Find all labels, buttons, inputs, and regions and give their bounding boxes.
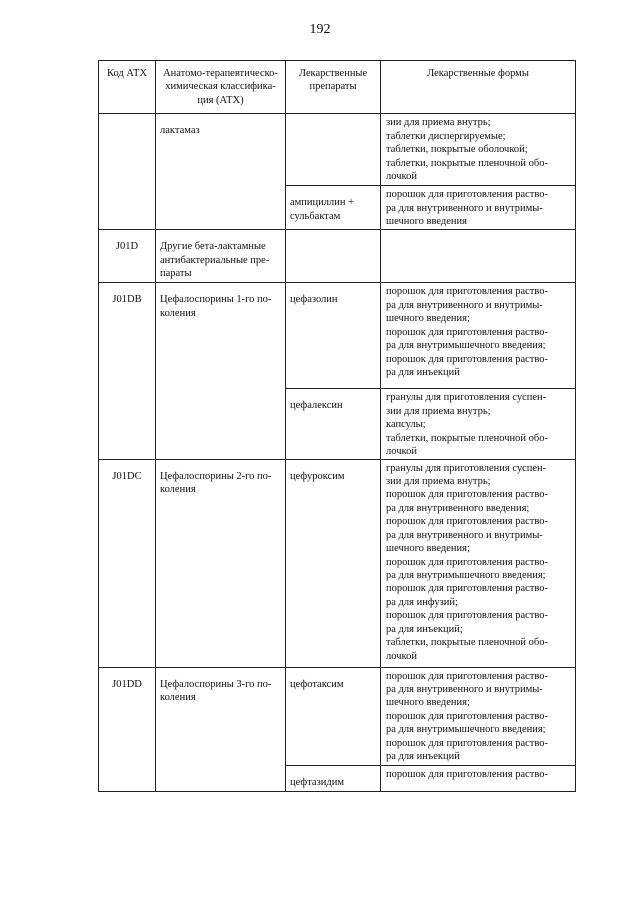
dosage-form-line: ра для внутримышечного введения;: [386, 724, 546, 736]
classification-line: Цефалоспорины 3-го по-: [160, 678, 272, 690]
dosage-form-line: лочкой: [386, 650, 417, 662]
classification-line: Цефалоспорины 1-го по-: [160, 294, 272, 306]
classification-cell: [156, 459, 286, 667]
dosage-form-line: зии для приема внутрь;: [386, 117, 491, 129]
dosage-forms-cell: [381, 459, 576, 667]
drug-cell: [286, 389, 381, 459]
header-classification: Анатомо-терапевтическо- химическая классифика- ция (АТХ): [156, 61, 286, 114]
classification-line: антибактериальные пре-: [160, 254, 270, 266]
table-row: [99, 230, 576, 283]
dosage-forms-cell: [381, 230, 576, 283]
dosage-form-line: ра для инъекций: [386, 751, 460, 763]
drug-cell: [286, 230, 381, 283]
dosage-form-line: ра для внутривенного и внутримы-: [386, 202, 543, 214]
dosage-form-line: порошок для приготовления раство-: [386, 353, 549, 365]
dosage-form-line: гранулы для приготовления суспен-: [386, 462, 547, 474]
dosage-form-line: ра для инфузий;: [386, 596, 458, 608]
drug-line: цефазолин: [290, 294, 338, 306]
dosage-form-line: шечного введения;: [386, 697, 470, 709]
dosage-form-line: шечного введения;: [386, 313, 470, 325]
dosage-form-line: порошок для приготовления раство-: [386, 516, 549, 528]
drug-cell: [286, 114, 381, 186]
table-row: [99, 283, 576, 389]
dosage-form-line: ра для внутримышечного введения;: [386, 570, 546, 581]
header-code: Код АТХ: [99, 61, 156, 114]
dosage-form-line: порошок для приготовления раство-: [386, 326, 549, 338]
dosage-form-line: порошок для приготовления раство-: [386, 189, 549, 201]
classification-cell: [156, 667, 286, 791]
dosage-form-line: таблетки, покрытые пленочной обо-: [386, 637, 548, 649]
atx-code-cell: J01D: [99, 230, 156, 283]
dosage-form-line: ра для внутримышечного введения;: [386, 340, 546, 352]
classification-cell: [156, 283, 286, 459]
dosage-form-line: ра для внутривенного и внутримы-: [386, 683, 543, 695]
atx-table: [98, 60, 576, 792]
classification-line: параты: [160, 268, 192, 280]
classification-cell: [156, 230, 286, 283]
classification-line: коления: [160, 691, 196, 703]
dosage-form-line: таблетки, покрытые оболочкой;: [386, 144, 528, 156]
dosage-form-line: ра для внутривенного введения;: [386, 502, 530, 514]
classification-line: коления: [160, 307, 196, 319]
dosage-form-line: порошок для приготовления раство-: [386, 670, 549, 682]
drug-cell: [286, 459, 381, 667]
dosage-form-line: лочкой: [386, 171, 417, 183]
dosage-form-line: ра для инъекций;: [386, 623, 463, 635]
dosage-forms-cell: [381, 389, 576, 459]
atx-code-cell: J01DD: [99, 667, 156, 791]
dosage-forms-cell: [381, 283, 576, 389]
drug-cell: [286, 283, 381, 389]
atx-code-cell: J01DB: [99, 283, 156, 459]
dosage-form-line: ра для внутривенного и внутримы-: [386, 529, 543, 541]
dosage-form-line: ра для инъекций: [386, 366, 460, 378]
page-number: 192: [309, 22, 331, 37]
dosage-form-line: порошок для приготовления раство-: [386, 737, 549, 749]
dosage-forms-cell: [381, 114, 576, 186]
table-header-row: [99, 61, 576, 114]
dosage-form-line: порошок для приготовления раство-: [386, 286, 549, 298]
atx-code-cell: [99, 114, 156, 230]
dosage-form-line: лочкой: [386, 446, 417, 458]
dosage-form-line: гранулы для приготовления суспен-: [386, 392, 547, 404]
dosage-form-line: шечного введения;: [386, 543, 470, 555]
drug-line: цефуроксим: [290, 470, 345, 482]
classification-line: Другие бета-лактамные: [160, 241, 266, 253]
drug-cell: [286, 186, 381, 230]
dosage-form-line: шечного введения: [386, 216, 468, 228]
dosage-form-line: порошок для приготовления раство-: [386, 610, 549, 622]
classification-line: Цефалоспорины 2-го по-: [160, 470, 272, 482]
dosage-form-line: порошок для приготовления раство-: [386, 768, 549, 780]
dosage-form-line: порошок для приготовления раство-: [386, 489, 549, 501]
atx-code-cell: J01DC: [99, 459, 156, 667]
dosage-form-line: порошок для приготовления раство-: [386, 556, 549, 568]
drug-line: цефтазидим: [290, 776, 344, 788]
dosage-form-line: зии для приема внутрь;: [386, 475, 491, 487]
drug-line: ампициллин +: [290, 197, 355, 209]
drug-line: сульбактам: [290, 210, 341, 222]
classification-line: коления: [160, 483, 196, 495]
table-row: [99, 459, 576, 667]
drug-line: цефотаксим: [290, 678, 344, 690]
dosage-form-line: зии для приема внутрь;: [386, 405, 491, 417]
dosage-form-line: капсулы;: [386, 419, 426, 431]
dosage-form-line: ра для внутривенного и внутримы-: [386, 299, 543, 311]
table-row: [99, 667, 576, 765]
dosage-form-line: таблетки, покрытые пленочной обо-: [386, 432, 548, 444]
header-drugs: Лекарственные препараты: [286, 61, 381, 114]
dosage-forms-cell: [381, 186, 576, 230]
drug-cell: [286, 765, 381, 791]
dosage-form-line: таблетки, покрытые пленочной обо-: [386, 157, 548, 169]
dosage-forms-cell: [381, 765, 576, 791]
classification-cell: [156, 114, 286, 230]
classification-line: лактамаз: [160, 125, 200, 137]
dosage-form-line: порошок для приготовления раство-: [386, 710, 549, 722]
table-row: [99, 114, 576, 186]
drug-line: цефалексин: [290, 400, 343, 412]
dosage-forms-cell: [381, 667, 576, 765]
dosage-form-line: таблетки диспергируемые;: [386, 130, 506, 142]
drug-cell: [286, 667, 381, 765]
dosage-form-line: порошок для приготовления раство-: [386, 583, 549, 595]
header-forms: Лекарственные формы: [381, 61, 576, 114]
